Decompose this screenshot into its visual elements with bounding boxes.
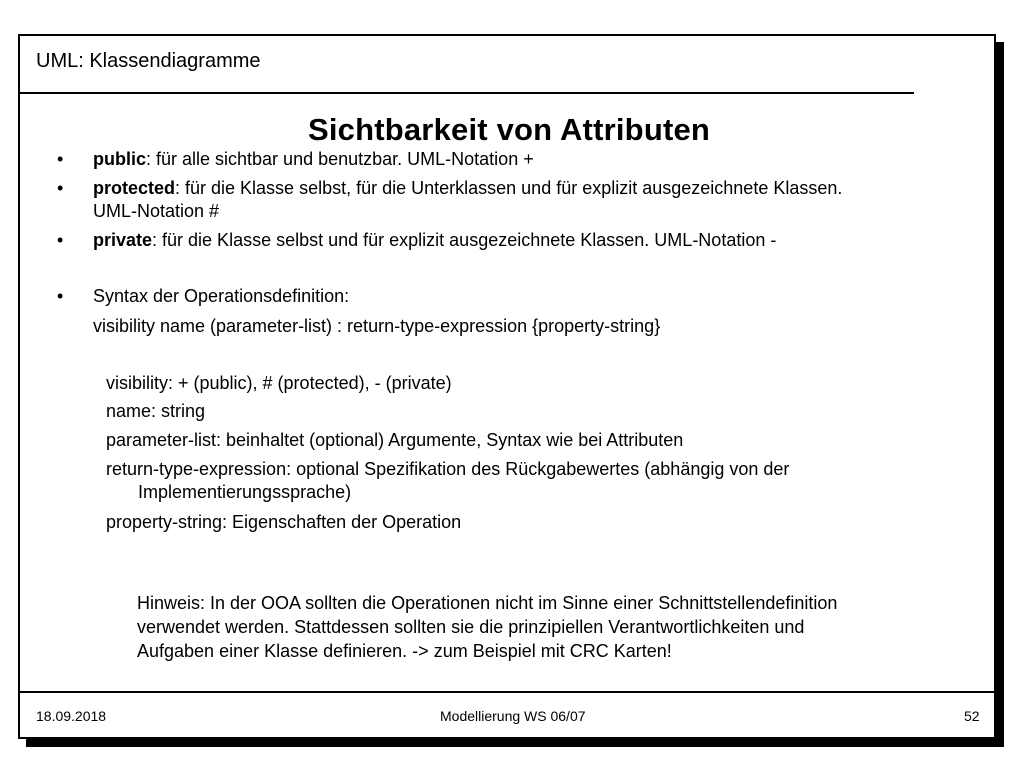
- bullet-glyph: •: [57, 178, 64, 198]
- syntax-property-string: property-string: Eigenschaften der Operation: [106, 512, 462, 532]
- bullet-protected-text-continued: UML-Notation #: [93, 201, 220, 221]
- note-line-2: verwendet werden. Stattdessen sollten sie die prinzipiellen Verantwortlichkeiten und: [137, 617, 805, 637]
- syntax-return-type: return-type-expression: optional Spezifikation des Rückgabewertes (abhängig von der: [106, 459, 790, 479]
- bullet-private-text: : für die Klasse selbst und für explizit ausgezeichnete Klassen. UML-Notation -: [152, 230, 777, 250]
- bullet-private: [93, 228, 776, 252]
- bullet-glyph: •: [57, 149, 64, 169]
- note-line-3: Aufgaben einer Klasse definieren. -> zum Beispiel mit CRC Karten!: [137, 641, 672, 661]
- footer-page-number: 52: [964, 708, 980, 724]
- footer-divider: [20, 691, 994, 693]
- keyword-protected: protected: [93, 178, 176, 198]
- note-line-1: Hinweis: In der OOA sollten die Operationen nicht im Sinne einer Schnittstellendefinition: [137, 593, 838, 613]
- bullet-protected-text: : für die Klasse selbst, für die Unterklassen und für explizit ausgezeichnete Klassen.: [175, 178, 843, 198]
- header-divider: [20, 92, 914, 94]
- bullet-public-text: : für alle sichtbar und benutzbar. UML-Notation +: [146, 149, 534, 169]
- syntax-line: visibility name (parameter-list) : return-type-expression {property-string}: [93, 316, 661, 336]
- bullet-public: [93, 147, 534, 171]
- bullet-protected: [93, 176, 842, 200]
- footer-course: Modellierung WS 06/07: [440, 708, 586, 724]
- keyword-private: private: [93, 230, 153, 250]
- syntax-visibility: visibility: + (public), # (protected), - (private): [106, 373, 452, 393]
- bullet-glyph: •: [57, 286, 64, 306]
- syntax-name: name: string: [106, 401, 206, 421]
- header-title: UML: Klassendiagramme: [36, 50, 261, 72]
- syntax-heading: Syntax der Operationsdefinition:: [93, 286, 350, 306]
- slide: [18, 34, 996, 739]
- syntax-parameter-list: parameter-list: beinhaltet (optional) Argumente, Syntax wie bei Attributen: [106, 430, 684, 450]
- footer-date: 18.09.2018: [36, 708, 107, 724]
- slide-title: Sichtbarkeit von Attributen: [307, 112, 711, 147]
- syntax-return-type-continued: Implementierungssprache): [138, 482, 352, 502]
- bullet-glyph: •: [57, 230, 64, 250]
- keyword-public: public: [93, 149, 146, 169]
